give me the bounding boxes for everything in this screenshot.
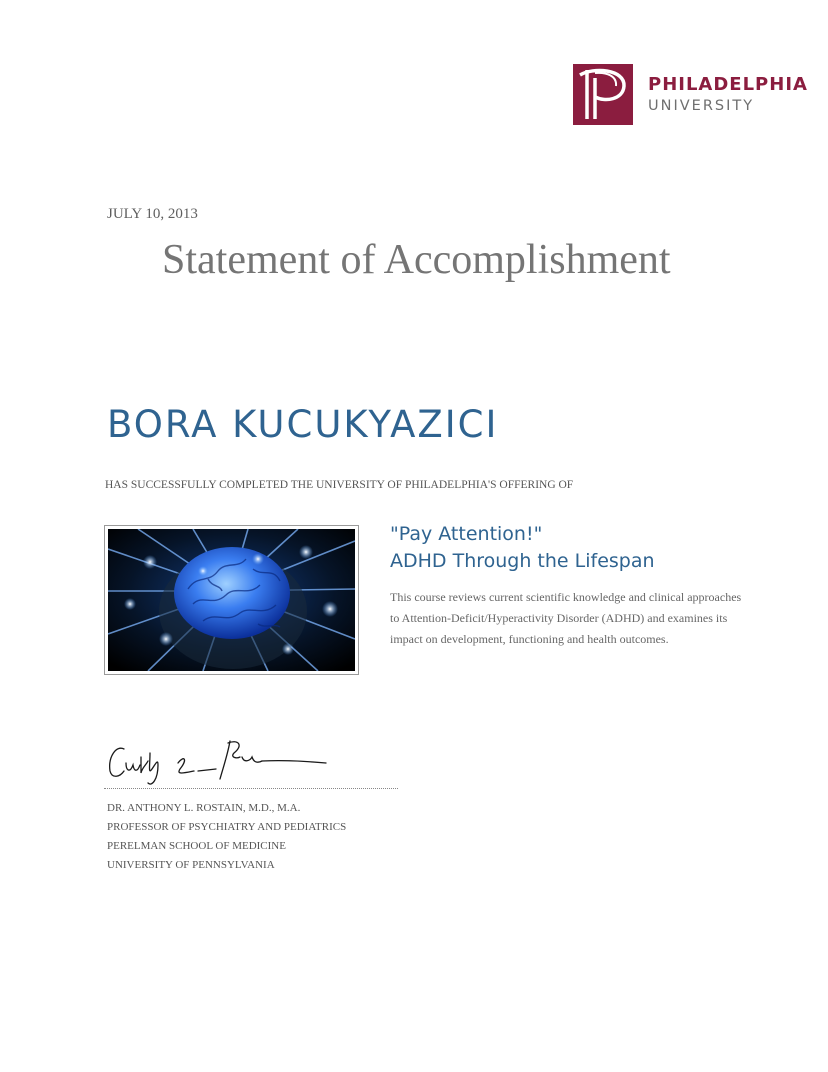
course-image [104, 525, 359, 675]
logo-name-line1: PHILADELPHIA [648, 73, 808, 95]
university-logo [573, 64, 808, 125]
completion-statement: HAS SUCCESSFULLY COMPLETED THE UNIVERSITY OF PHILADELPHIA'S OFFERING OF [105, 479, 574, 491]
signature-line [104, 788, 398, 789]
signatory-institution: UNIVERSITY OF PENNSYLVANIA [107, 859, 275, 871]
signatory-name: DR. ANTHONY L. ROSTAIN, M.D., M.A. [107, 802, 301, 814]
recipient-name: BORA KUCUKYAZICI [107, 403, 499, 446]
handwritten-signature [104, 735, 334, 795]
glowing-brain-image [108, 529, 355, 671]
issue-date: JULY 10, 2013 [107, 206, 198, 222]
signatory-position: PROFESSOR OF PSYCHIATRY AND PEDIATRICS [107, 821, 347, 833]
logo-name-line2: UNIVERSITY [648, 97, 755, 114]
course-title-line1: "Pay Attention!" [390, 523, 543, 545]
course-title [390, 521, 655, 575]
university-logo-text [648, 73, 808, 114]
certificate-title: Statement of Accomplishment [162, 237, 671, 283]
signatory-block [107, 799, 346, 875]
university-logo-mark [573, 64, 633, 125]
course-description: This course reviews current scientific knowledge and clinical approaches to Attention-Deficit/Hyperactivity Disorder (ADHD) and examines its impact on development, functioning and health outcomes. [390, 590, 742, 646]
signatory-school: PERELMAN SCHOOL OF MEDICINE [107, 840, 286, 852]
course-title-line2: ADHD Through the Lifespan [390, 550, 655, 572]
